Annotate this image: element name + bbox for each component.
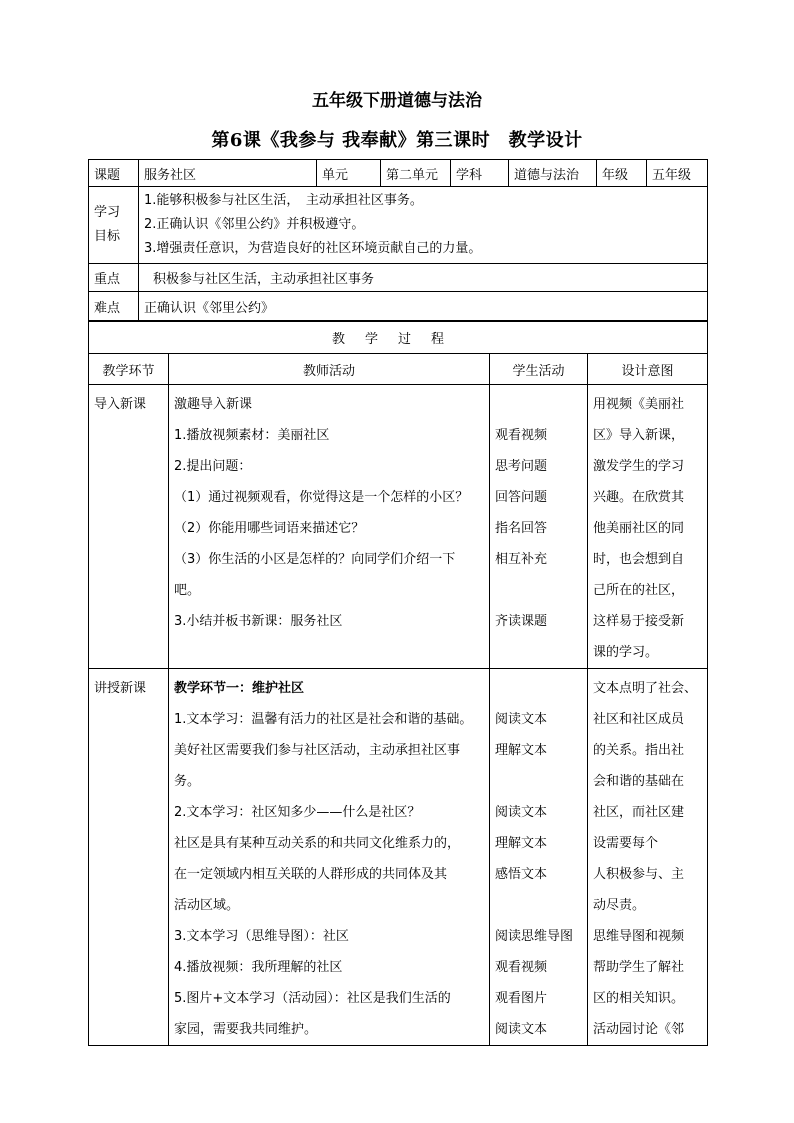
grade-label: 年级 [597, 160, 647, 187]
student-line: 回答问题 [495, 490, 548, 505]
stage-name: 导入新课 [94, 397, 147, 412]
student-line: 齐读课题 [495, 614, 548, 629]
teaching-process-table [88, 321, 708, 1046]
intent-line: 活动园讨论《邻 [593, 1022, 685, 1037]
teacher-line: 在一定领域内相互关联的人群形成的共同体及其 [174, 867, 448, 882]
teacher-line: 务。 [174, 774, 201, 789]
key-label: 重点 [89, 264, 139, 292]
difficulty-label: 难点 [89, 292, 139, 321]
key-value: 积极参与社区生活，主动承担社区事务 [139, 264, 708, 292]
teacher-line: 吧。 [174, 583, 201, 598]
student-activity-cell [490, 385, 588, 669]
intent-line: 他美丽社区的同 [593, 521, 685, 536]
intent-line: 动尽责。 [593, 898, 646, 913]
teacher-line: 5.图片+文本学习（活动园）：社区是我们生活的 [174, 991, 451, 1006]
teacher-activity-cell [169, 385, 490, 669]
student-line: 阅读文本 [495, 712, 548, 727]
student-line: 相互补充 [495, 552, 548, 567]
student-line: 指名回答 [495, 521, 548, 536]
teacher-line: 社区是具有某种互动关系的和共同文化维系力的， [174, 836, 461, 851]
student-line [495, 890, 587, 921]
student-line [495, 673, 587, 704]
intent-line: 思维导图和视频 [593, 929, 685, 944]
process-title: 教学过程 [89, 322, 708, 354]
student-line: 观看视频 [495, 428, 548, 443]
document-title: 五年级下册道德与法治 [312, 91, 482, 111]
goals-list [139, 187, 708, 264]
intent-line: 这样易于接受新 [593, 614, 685, 629]
student-line: 观看视频 [495, 960, 548, 975]
teacher-line: 美好社区需要我们参与社区活动，主动承担社区事 [174, 743, 461, 758]
intent-line: 课的学习。 [593, 645, 659, 660]
column-header: 教师活动 [169, 354, 490, 385]
student-line: 观看图片 [495, 991, 548, 1006]
intent-line: 用视频《美丽社 [593, 397, 685, 412]
lesson-value: 服务社区 [139, 160, 317, 187]
student-line [495, 766, 587, 797]
teacher-line: 活动区域。 [174, 898, 240, 913]
intent-line: 会和谐的基础在 [593, 774, 685, 789]
column-header: 教学环节 [89, 354, 169, 385]
student-line: 阅读文本 [495, 805, 548, 820]
intent-line: 激发学生的学习 [593, 459, 685, 474]
stage-name-cell [89, 385, 169, 669]
intent-line: 的关系。指出社 [593, 743, 685, 758]
goals-label-line2: 目标 [94, 229, 121, 244]
goal-item: 3.增强责任意识，为营造良好的社区环境贡献自己的力量。 [144, 241, 482, 256]
goal-item: 1.能够积极参与社区生活， 主动承担社区事务。 [144, 193, 423, 208]
intent-line: 己所在的社区， [593, 583, 685, 598]
design-intent-cell [588, 669, 708, 1046]
student-line: 阅读思维导图 [495, 929, 574, 944]
teacher-line: 2.提出问题： [174, 459, 252, 474]
teacher-line: 1.文本学习：温馨有活力的社区是社会和谐的基础。 [174, 712, 473, 727]
student-line: 感悟文本 [495, 867, 548, 882]
intent-line: 社区和社区成员 [593, 712, 685, 727]
intent-line: 时，也会想到自 [593, 552, 685, 567]
teacher-line: 4.播放视频：我所理解的社区 [174, 960, 343, 975]
teacher-line: 教学环节一：维护社区 [174, 681, 305, 696]
intent-line: 兴趣。在欣赏其 [593, 490, 685, 505]
student-line [495, 575, 587, 606]
grade-value: 五年级 [647, 160, 708, 187]
student-line [495, 389, 587, 420]
subject-value: 道德与法治 [509, 160, 597, 187]
document-subtitle: 第6课《我参与 我奉献》第三课时 教学设计 [211, 130, 583, 151]
goal-item: 2.正确认识《邻里公约》并积极遵守。 [144, 217, 365, 232]
teacher-line: 家园，需要我共同维护。 [174, 1022, 318, 1037]
teacher-line: 3.小结并板书新课：服务社区 [174, 614, 343, 629]
teacher-activity-cell [169, 669, 490, 1046]
teacher-line: 3.文本学习（思维导图）：社区 [174, 929, 349, 944]
student-line: 阅读文本 [495, 1022, 548, 1037]
lesson-info-table [88, 159, 708, 321]
student-activity-cell [490, 669, 588, 1046]
intent-line: 文本点明了社会、 [593, 681, 698, 696]
stage-name-cell [89, 669, 169, 1046]
intent-line: 设需要每个 [593, 836, 659, 851]
difficulty-value: 正确认识《邻里公约》 [139, 292, 708, 321]
intent-line: 人积极参与、主 [593, 867, 685, 882]
intent-line: 区的相关知识。 [593, 991, 685, 1006]
teacher-line: （2）你能用哪些词语来描述它？ [174, 521, 365, 536]
student-line: 思考问题 [495, 459, 548, 474]
intent-line: 区》导入新课， [593, 428, 685, 443]
teacher-line: （1）通过视频观看，你觉得这是一个怎样的小区？ [174, 490, 469, 505]
design-intent-cell [588, 385, 708, 669]
student-line: 理解文本 [495, 743, 548, 758]
unit-label: 单元 [317, 160, 381, 187]
teacher-line: （3）你生活的小区是怎样的？向同学们介绍一下 [174, 552, 456, 567]
intent-line: 社区，而社区建 [593, 805, 685, 820]
subject-label: 学科 [451, 160, 509, 187]
teacher-line: 2.文本学习：社区知多少——什么是社区？ [174, 805, 421, 820]
teacher-line: 1.播放视频素材：美丽社区 [174, 428, 330, 443]
goals-label-line1: 学习 [94, 205, 121, 220]
unit-value: 第二单元 [381, 160, 451, 187]
column-header: 设计意图 [588, 354, 708, 385]
goals-label [89, 187, 139, 264]
student-line: 理解文本 [495, 836, 548, 851]
column-header: 学生活动 [490, 354, 588, 385]
teacher-line: 激趣导入新课 [174, 397, 253, 412]
intent-line: 帮助学生了解社 [593, 960, 685, 975]
stage-name: 讲授新课 [94, 681, 147, 696]
lesson-label: 课题 [89, 160, 139, 187]
